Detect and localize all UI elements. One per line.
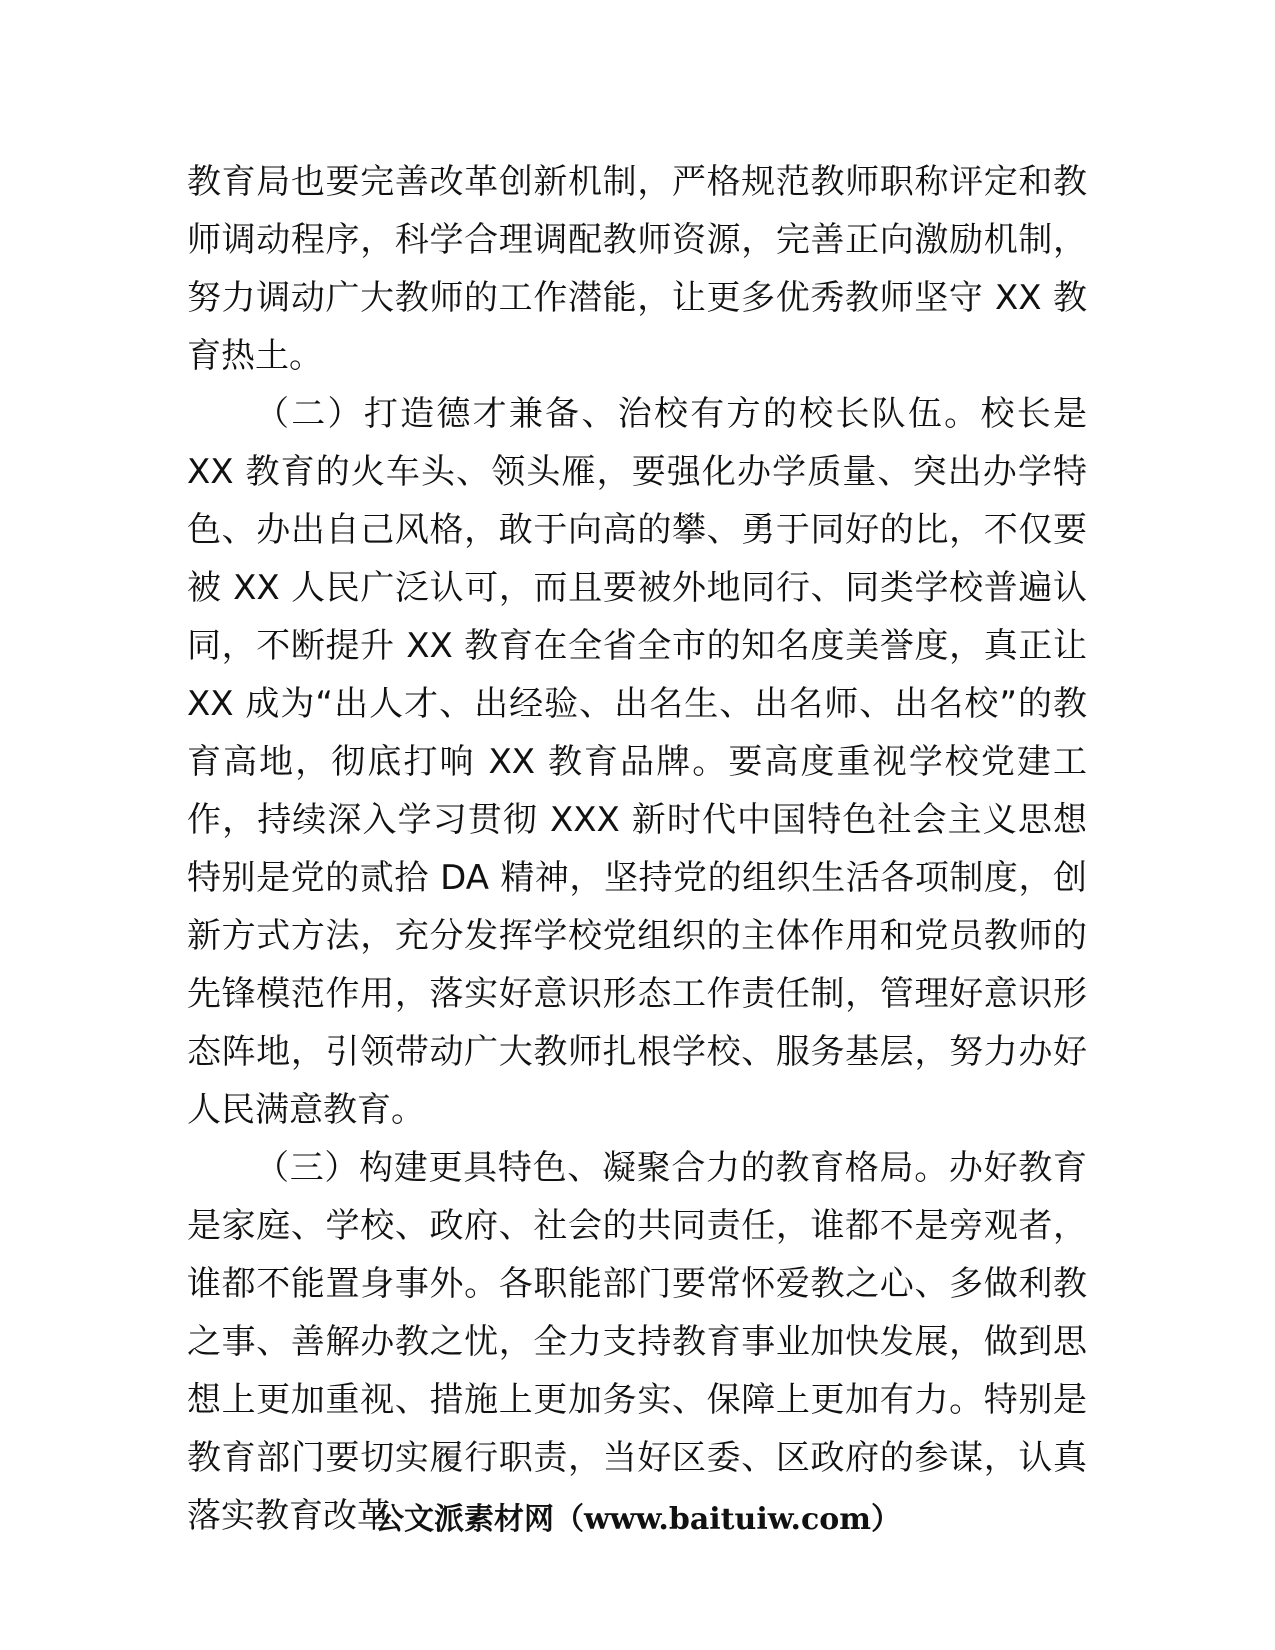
paragraph-1: 教育局也要完善改革创新机制，严格规范教师职称评定和教师调动程序，科学合理调配教师资源，完善正向激励机制，努力调动广大教师的工作潜能，让更多优秀教师坚守 XX 教育热土。	[187, 162, 1087, 376]
document-body	[187, 153, 1087, 1545]
paragraph-2: （二）打造德才兼备、治校有方的校长队伍。校长是 XX 教育的火车头、领头雁，要强化办学质量、突出办学特色、办出自己风格，敢于向高的攀、勇于同好的比，不仅要被 XX 人民广泛认可，而且要被外地同行、同类学校普遍认同，不断提升 XX 教育在全省全市的知名度美誉度，真正让 XX 成为“出人才、出经验、出名生、出名师、出名校”的教育高地，彻底打响 XX 教育品牌。要高度重视学校党建工作，持续深入学习贯彻 XXX 新时代中国特色社会主义思想特别是党的贰拾 DA 精神，坚持党的组织生活各项制度，创新方式方法，充分发挥学校党组织的主体作用和党员教师的先锋模范作用，落实好意识形态工作责任制，管理好意识形态阵地，引领带动广大教师扎根学校、服务基层，努力办好人民满意教育。	[187, 394, 1087, 1130]
footer-watermark: 公文派素材网（www.baituiw.com）	[373, 1502, 902, 1537]
paragraph-3: （三）构建更具特色、凝聚合力的教育格局。办好教育是家庭、学校、政府、社会的共同责任，谁都不是旁观者，谁都不能置身事外。各职能部门要常怀爱教之心、多做利教之事、善解办教之忧，全力支持教育事业加快发展，做到思想上更加重视、措施上更加务实、保障上更加有力。特别是教育部门要切实履行职责，当好区委、区政府的参谋，认真落实教育改革	[187, 1148, 1087, 1536]
